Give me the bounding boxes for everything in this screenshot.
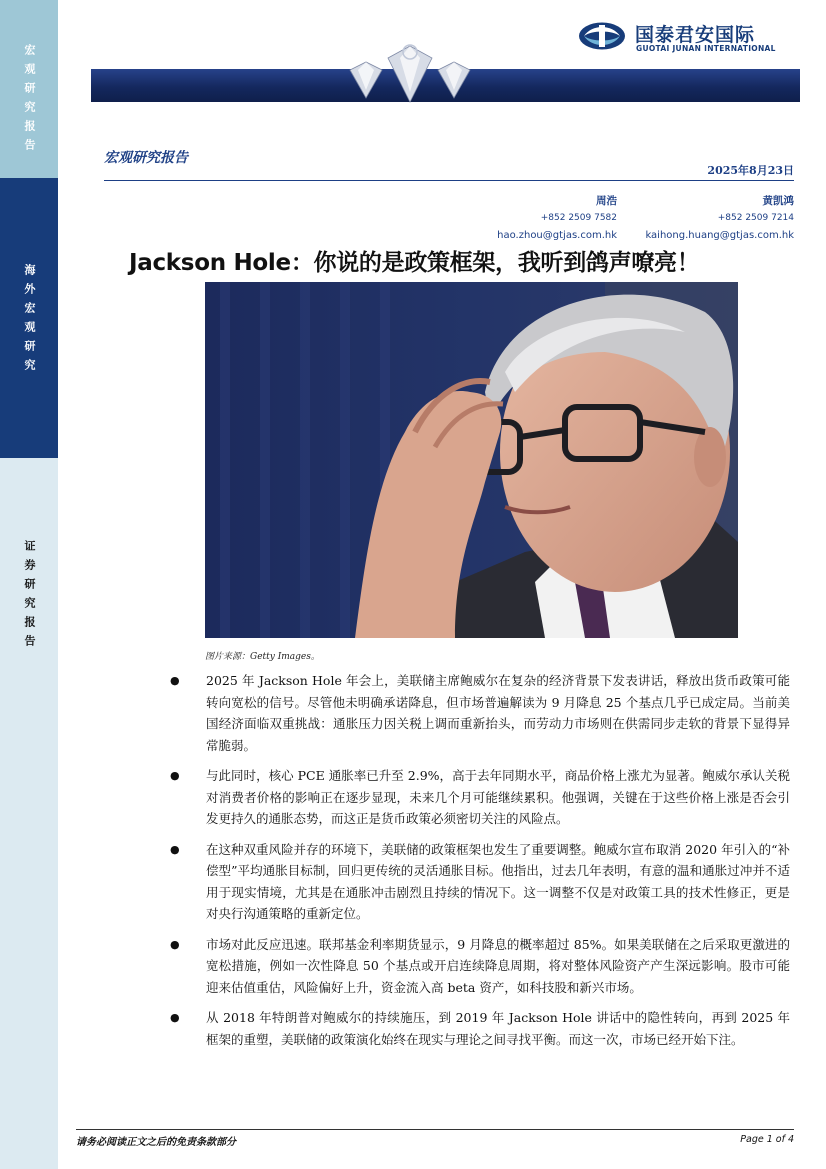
sidebar-label-securities: 证券研究报告 xyxy=(23,540,36,654)
bullet-dot-icon: ● xyxy=(170,769,180,782)
author-email[interactable]: kaihong.huang@gtjas.com.hk xyxy=(645,230,794,241)
list-item-text: 在这种双重风险并存的环境下，美联储的政策框架也发生了重要调整。鲍威尔宣布取消 2020 年引入的“补偿型”平均通胀目标制，回归更传统的灵活通胀目标。他指出，过去几年表明，有意的温和通胀过冲并不适用于现实情境，尤其是在通胀冲击剧烈且持续的情况下。这一调整不仅是对政策工具的技术性修正，更是对央行沟通策略的重新定位。 xyxy=(206,841,790,921)
list-item xyxy=(170,765,790,830)
header-divider xyxy=(104,180,794,181)
diamonds-decoration-icon xyxy=(330,40,490,108)
list-item-text: 从 2018 年特朗普对鲍威尔的持续施压，到 2019 年 Jackson Hole 讲话中的隐性转向，再到 2025 年框架的重塑，美联储的政策演化始终在现实与理论之间寻找平衡。而这一次，市场已经开始下注。 xyxy=(206,1010,790,1047)
sidebar-label-macro: 宏观研究报告 xyxy=(23,44,36,158)
bullet-dot-icon: ● xyxy=(170,937,180,951)
page-number: Page 1 of 4 xyxy=(740,1134,794,1145)
author-email[interactable]: hao.zhou@gtjas.com.hk xyxy=(497,230,617,241)
logo-mark-icon xyxy=(578,22,626,50)
bullet-dot-icon: ● xyxy=(170,1011,180,1024)
report-date: 2025年8月23日 xyxy=(707,164,794,177)
author-name: 周浩 xyxy=(596,195,617,207)
footer-divider xyxy=(76,1129,794,1130)
list-item xyxy=(170,934,790,999)
bullet-dot-icon: ● xyxy=(170,842,180,856)
list-item xyxy=(170,839,790,925)
list-item-text: 市场对此反应迅速。联邦基金利率期货显示，9 月降息的概率超过 85%。如果美联储在之后采取更激进的宽松措施，例如一次性降息 50 个基点或开启连续降息周期，将对整体风险资产产生深远影响。股市可能迎来估值重估，风险偏好上升，资金流入高 beta 资产，如科技股和新兴市场。 xyxy=(206,936,790,995)
logo-name-en: GUOTAI JUNAN INTERNATIONAL xyxy=(636,44,776,53)
report-title: Jackson Hole：你说的是政策框架，我听到鸽声嘹亮！ xyxy=(129,250,700,276)
bullet-dot-icon: ● xyxy=(170,674,180,687)
sidebar-label-overseas: 海外宏观研究 xyxy=(23,264,36,378)
sidebar-section-overseas xyxy=(0,178,58,458)
sidebar-section-securities xyxy=(0,458,58,1169)
logo-name-cn: 国泰君安国际 xyxy=(635,24,756,46)
left-sidebar xyxy=(0,0,58,1169)
list-item xyxy=(170,1007,790,1050)
author-card xyxy=(497,193,617,244)
footer-disclaimer: 请务必阅读正文之后的免责条款部分 xyxy=(76,1137,236,1148)
report-photo xyxy=(205,282,738,638)
photo-caption: 图片来源：Getty Images。 xyxy=(205,652,320,662)
report-type: 宏观研究报告 xyxy=(104,150,188,166)
author-card xyxy=(645,193,794,244)
list-item-text: 2025 年 Jackson Hole 年会上，美联储主席鲍威尔在复杂的经济背景下发表讲话，释放出货币政策可能转向宽松的信号。尽管他未明确承诺降息，但市场普遍解读为 9 月降息 25 个基点几乎已成定局。当前美国经济面临双重挑战：通胀压力因关税上调而重新抬头，而劳动力市场则在供需同步走软的背景下显得异常脆弱。 xyxy=(206,673,790,753)
list-item-text: 与此同时，核心 PCE 通胀率已升至 2.9%，高于去年同期水平，商品价格上涨尤为显著。鲍威尔承认关税对消费者价格的影响正在逐步显现，未来几个月可能继续累积。他强调，关键在于这些价格上涨是否会引发更持久的通胀态势，而这正是货币政策必须密切关注的风险点。 xyxy=(206,768,790,826)
author-name: 黄凯鸿 xyxy=(762,195,794,207)
list-item xyxy=(170,670,790,756)
portrait-illustration-icon xyxy=(205,282,738,638)
author-phone: +852 2509 7582 xyxy=(540,213,617,223)
key-points-list xyxy=(170,670,790,1059)
sidebar-section-macro xyxy=(0,0,58,178)
author-phone: +852 2509 7214 xyxy=(717,213,794,223)
company-logo xyxy=(578,20,798,54)
